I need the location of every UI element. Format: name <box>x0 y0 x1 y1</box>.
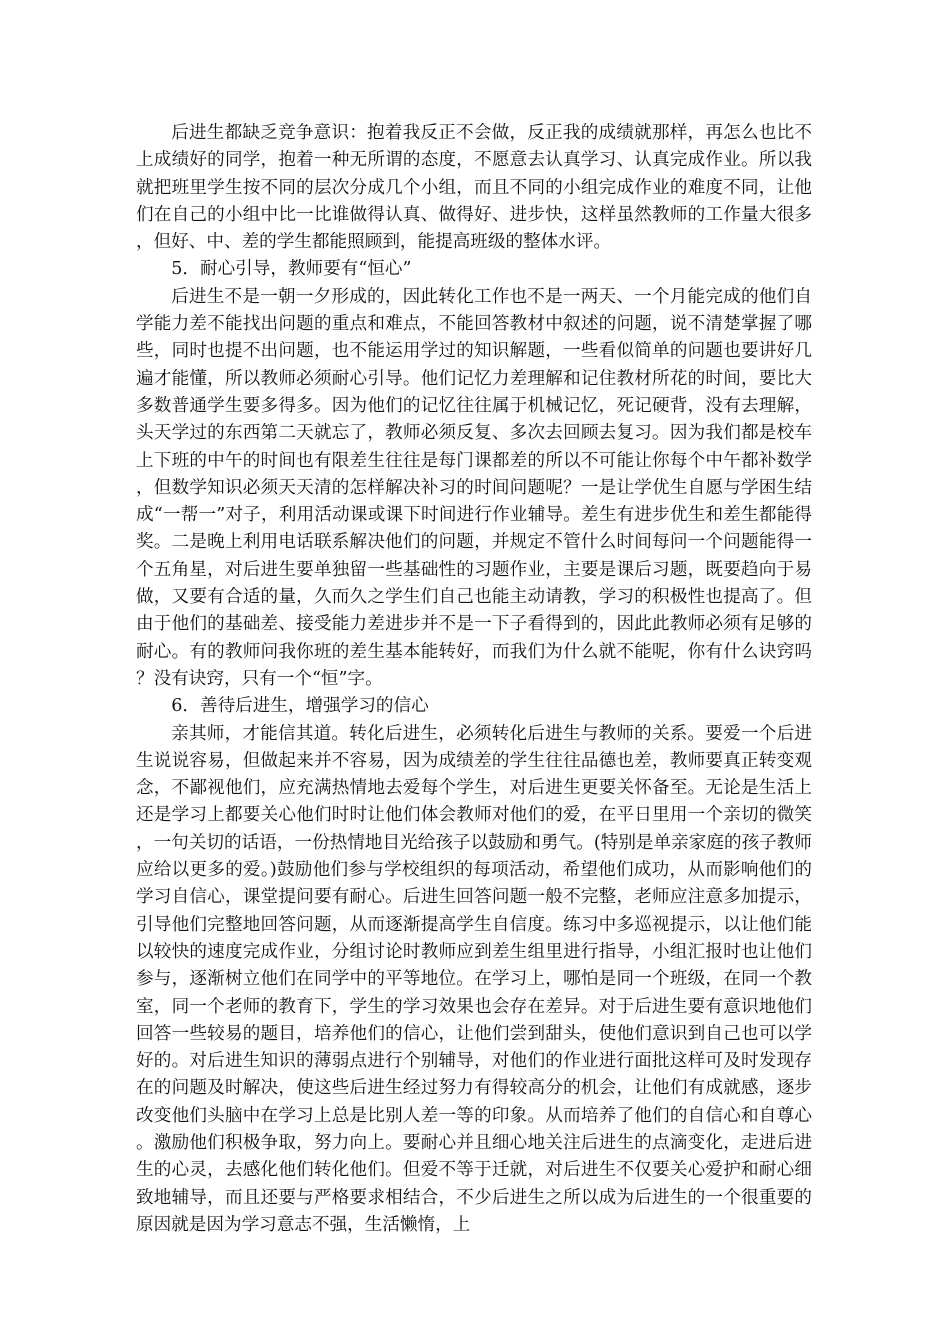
paragraph-patience: 后进生不是一朝一夕形成的，因此转化工作也不是一两天、一个月能完成的他们自学能力差不能找出问题的重点和难点，不能回答教材中叙述的问题，说不清楚掌握了哪些，同时也提不出问题，也不能运用学过的知识解题，一些看似简单的问题也要讲好几遍才能懂，所以教师必须耐心引导。他们记忆力差理解和记住教材所花的时间，要比大多数普通学生要多得多。因为他们的记忆往往属于机械记忆，死记硬背，没有去理解，头天学过的东西第二天就忘了，教师必须反复、多次去回顾去复习。因为我们都是校车上下班的中午的时间也有限差生往往是每门课都差的所以不可能让你每个中午都补数学，但数学知识必须天天清的怎样解决补习的时间问题呢？一是让学优生自愿与学困生结成“一帮一”对子，利用活动课或课下时间进行作业辅导。差生有进步优生和差生都能得奖。二是晚上利用电话联系解决他们的问题，并规定不管什么时间每问一个问题能得一个五角星，对后进生要单独留一些基础性的习题作业，主要是课后习题，既要趋向于易做，又要有合适的量，久而久之学生们自己也能主动请教，学习的积极性也提高了。但由于他们的基础差、接受能力差进步并不是一下子看得到的，因此此教师必须有足够的耐心。有的教师问我你班的差生基本能转好，而我们为什么就不能呢，你有什么诀窍吗？没有诀窍，只有一个“恒”字。 <box>136 286 812 689</box>
paragraph-competition: 后进生都缺乏竞争意识：抱着我反正不会做，反正我的成绩就那样，再怎么也比不上成绩好的同学，抱着一种无所谓的态度，不愿意去认真学习、认真完成作业。所以我就把班里学生按不同的层次分成几个小组，而且不同的小组完成作业的难度不同，让他们在自己的小组中比一比谁做得认真、做得好、进步快，这样虽然教师的工作量大很多，但好、中、差的学生都能照顾到，能提高班级的整体水评。 <box>136 123 812 253</box>
section-heading-5: 5．耐心引导，教师要有“恒心” <box>171 259 412 280</box>
paragraph-confidence: 亲其师，才能信其道。转化后进生，必须转化后进生与教师的关系。要爱一个后进生说说容易，但做起来并不容易，因为成绩差的学生往往品德也差，教师要真正转变观念，不鄙视他们，应充满热情地去爱每个学生，对后进生更要关怀备至。无论是生活上还是学习上都要关心他们时时让他们体会教师对他们的爱，在平日里用一个亲切的微笑，一句关切的话语，一份热情地目光给孩子以鼓励和勇气。(特别是单亲家庭的孩子教师应给以更多的爱。)鼓励他们参与学校组织的每项活动，希望他们成功，从而影响他们的学习自信心，课堂提问要有耐心。后进生回答问题一般不完整，老师应注意多加提示，引导他们完整地回答问题，从而逐渐提高学生自信度。练习中多巡视提示，以让他们能以较快的速度完成作业，分组讨论时教师应到差生组里进行指导，小组汇报时也让他们参与，逐渐树立他们在同学中的平等地位。在学习上，哪怕是同一个班级，在同一个教室，同一个老师的教育下，学生的学习效果也会存在差异。对于后进生要有意识地他们回答一些较易的题目，培养他们的信心，让他们尝到甜头，使他们意识到自己也可以学好的。对后进生知识的薄弱点进行个别辅导，对他们的作业进行面批这样可及时发现存在的问题及时解决，使这些后进生经过努力有得较高分的机会，让他们有成就感，逐步改变他们头脑中在学习上总是比别人差一等的印象。从而培养了他们的自信心和自尊心。激励他们积极争取，努力向上。要耐心并且细心地关注后进生的点滴变化，走进后进生的心灵，去感化他们转化他们。但爱不等于迁就，对后进生不仅要关心爱护和耐心细致地辅导，而且还要与严格要求相结合，不少后进生之所以成为后进生的一个很重要的原因就是因为学习意志不强，生活懒惰，上 <box>136 723 812 1235</box>
section-heading-6: 6．善待后进生，增强学习的信心 <box>171 696 429 717</box>
document-page <box>136 120 812 1239</box>
